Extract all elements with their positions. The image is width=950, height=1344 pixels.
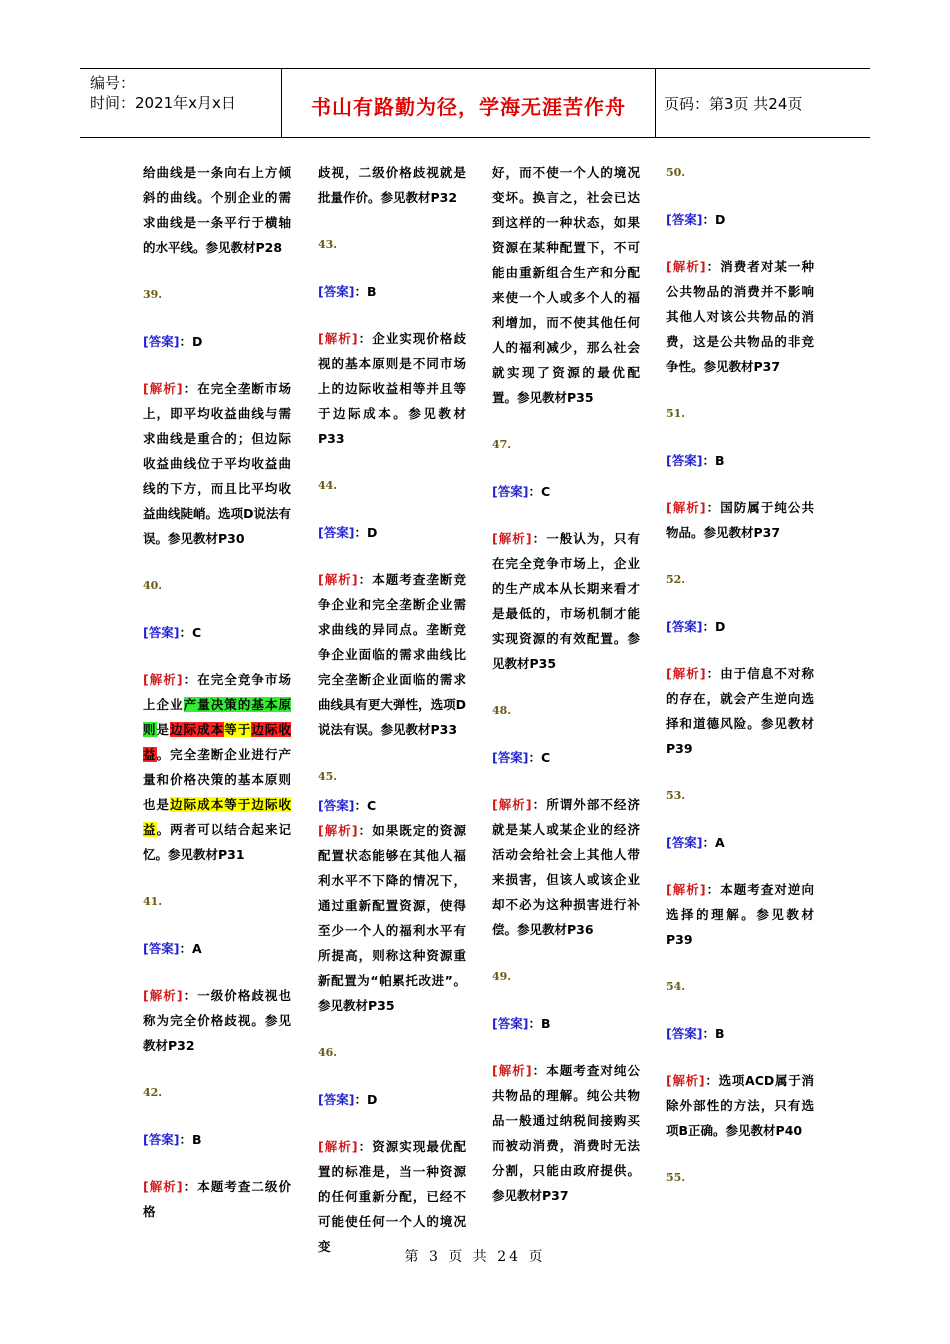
header-divider [655,69,656,137]
question-number: 39. [143,288,163,301]
analysis-paragraph: [解析]：由于信息不对称的存在，就会产生逆向选择和道德风险。参见教材P39 [666,666,814,756]
question-number: 40. [143,579,163,592]
analysis-text: 如果既定的资源配置状态能够在其他人福利水平不下降的情况下，通过重新配置资源，使得至少一个人的福利水平有所提高，则称这种资源重新配置为“帕累托改进”。参见教材P35 [318,823,466,1013]
analysis-paragraph: [解析]：一级价格歧视也称为完全价格歧视。参见教材P32 [143,988,291,1053]
analysis-tag: [解析] [143,381,183,396]
answer-value: C [366,798,377,813]
answer-line: [答案]：B [666,453,725,468]
page-footer: 第 3 页 共 24 页 [404,1249,546,1265]
analysis-paragraph: [解析]：本题考查对纯公共物品的理解。纯公共物品一般通过纳税间接购买而被动消费，消费时无法分割，只能由政府提供。参见教材P37 [492,1063,640,1203]
analysis-text: 国防属于纯公共物品。参见教材P37 [666,500,814,540]
analysis-paragraph: [解析]：企业实现价格歧视的基本原则是不同市场上的边际收益相等并且等于边际成本。参见教材P33 [318,331,466,446]
answer-value: A [191,941,202,956]
analysis-tag: [解析] [318,823,358,838]
analysis-paragraph: [解析]：本题考查垄断竞争企业和完全垄断企业需求曲线的异同点。垄断竞争企业面临的需求曲线比完全垄断企业面临的需求曲线具有更大弹性，选项D说法有误。参见教材P33 [318,572,466,737]
analysis-tag: [解析] [143,672,183,687]
question-number: 52. [666,573,686,586]
answer-line: [答案]：B [666,1026,725,1041]
answer-tag: [答案] [143,625,180,640]
analysis-paragraph: [解析]：在完全垄断市场上，即平均收益曲线与需求曲线是重合的；但边际收益曲线位于平均收益曲线的下方，而且比平均收益曲线陡峭。选项D说法有误。参见教材P30 [143,381,291,546]
analysis-text: 一般认为，只有在完全竞争市场上，企业的生产成本从长期来看才是最低的，市场机制才能实现资源的有效配置。参见教材P35 [492,531,640,671]
answer-tag: [答案] [143,334,180,349]
analysis-tag: [解析] [143,1179,183,1194]
analysis-text: 本题考查对纯公共物品的理解。纯公共物品一般通过纳税间接购买而被动消费，消费时无法分割，只能由政府提供。参见教材P37 [492,1063,640,1203]
answer-line: [答案]：B [492,1016,551,1031]
analysis-paragraph: [解析]：国防属于纯公共物品。参见教材P37 [666,500,814,540]
analysis-text: 由于信息不对称的存在，就会产生逆向选择和道德风险。参见教材P39 [666,666,814,756]
answer-value: D [366,1092,378,1107]
highlight-red: 边际成本 [170,722,225,737]
answer-value: C [540,484,551,499]
column-3 [492,160,640,1230]
analysis-text: 是 [156,722,171,737]
analysis-text: 所谓外部不经济就是某人或某企业的经济活动会给社会上其他人带来损害，但该人或该企业却不必为这种损害进行补偿。参见教材P36 [492,797,640,937]
analysis-paragraph: [解析]：如果既定的资源配置状态能够在其他人福利水平不下降的情况下，通过重新配置资源，使得至少一个人的福利水平有所提高，则称这种资源重新配置为“帕累托改进”。参见教材P35 [318,823,466,1013]
question-number: 53. [666,789,686,802]
answer-tag: [答案] [492,484,529,499]
document-number-label: 编号： [90,74,136,92]
answer-value: D [714,212,726,227]
analysis-tag: [解析] [492,797,532,812]
analysis-tag: [解析] [666,259,706,274]
column-2 [318,160,466,1281]
analysis-paragraph: [解析]：所谓外部不经济就是某人或某企业的经济活动会给社会上其他人带来损害，但该人或该企业却不必为这种损害进行补偿。参见教材P36 [492,797,640,937]
document-date: 时间：2021年x月x日 [90,94,236,112]
answer-tag: [答案] [666,212,703,227]
highlight-yellow: 边际成本等于边际收益 [143,797,291,837]
answer-tag: [答案] [666,619,703,634]
answer-tag: [答案] [318,1092,355,1107]
highlight-red: 边际收益 [143,722,291,762]
answer-line: [答案]：B [143,1132,202,1147]
answer-tag: [答案] [318,525,355,540]
analysis-tag: [解析] [666,666,706,681]
header-page-info: 页码：第3页 共24页 [664,95,803,113]
answer-tag: [答案] [143,941,180,956]
analysis-tag: [解析] [143,988,183,1003]
analysis-text: 选项ACD属于消除外部性的方法，只有选项B正确。参见教材P40 [666,1073,814,1138]
answer-tag: [答案] [666,453,703,468]
analysis-paragraph: [解析]：本题考查对逆向选择的理解。参见教材P39 [666,882,814,947]
header-meta [90,73,236,113]
answer-line: [答案]：D [666,212,726,227]
analysis-tag: [解析] [318,1139,358,1154]
answer-line: [答案]：C [143,625,202,640]
answer-value: D [366,525,378,540]
answer-line: [答案]：D [666,619,726,634]
question-number: 48. [492,704,512,717]
analysis-tag: [解析] [318,572,358,587]
analysis-tag: [解析] [666,882,706,897]
analysis-text: 本题考查对逆向选择的理解。参见教材P39 [666,882,814,947]
analysis-tag: [解析] [666,500,706,515]
answer-value: A [714,835,725,850]
analysis-paragraph: [解析]：选项ACD属于消除外部性的方法，只有选项B正确。参见教材P40 [666,1073,814,1138]
answer-line: [答案]：A [143,941,202,956]
answer-line: [答案]：C [318,798,377,813]
question-number: 51. [666,407,686,420]
answer-tag: [答案] [143,1132,180,1147]
header-motto: 书山有路勤为径，学海无涯苦作舟 [311,95,626,119]
question-number: 47. [492,438,512,451]
question-number: 41. [143,895,163,908]
analysis-text: 一级价格歧视也称为完全价格歧视。参见教材P32 [143,988,291,1053]
question-number: 55. [666,1171,686,1184]
answer-value: B [714,1026,725,1041]
answer-value: C [540,750,551,765]
analysis-paragraph: [解析]：本题考查二级价格 [143,1179,291,1219]
question-number: 50. [666,166,686,179]
answer-line: [答案]：C [492,750,551,765]
question-number: 43. [318,238,338,251]
answer-line: [答案]：A [666,835,725,850]
question-number: 44. [318,479,338,492]
answer-line: [答案]：D [143,334,203,349]
answer-value: B [366,284,377,299]
answer-tag: [答案] [666,835,703,850]
answer-value: C [191,625,202,640]
analysis-text: 本题考查二级价格 [143,1179,291,1219]
analysis-text: 企业实现价格歧视的基本原则是不同市场上的边际收益相等并且等于边际成本。参见教材P33 [318,331,466,446]
analysis-text: 在完全竞争市场上企业 [143,672,291,712]
analysis-tag: [解析] [492,1063,532,1078]
answer-value: B [540,1016,551,1031]
analysis-text: 本题考查垄断竞争企业和完全垄断企业需求曲线的异同点。垄断竞争企业面临的需求曲线比完全垄断企业面临的需求曲线具有更大弹性，选项D说法有误。参见教材P33 [318,572,466,737]
answer-value: D [714,619,726,634]
question-number: 42. [143,1086,163,1099]
analysis-tag: [解析] [318,331,358,346]
question-number: 46. [318,1046,338,1059]
analysis-text: 。完全垄断企业进行产量和价格决策的基本原则也是 [143,747,291,812]
answer-line: [答案]：D [318,525,378,540]
analysis-tag: [解析] [492,531,532,546]
continuation-text: 好，而不使一个人的境况变坏。换言之，社会已达到这样的一种状态，如果资源在某种配置下，不可能由重新组合生产和分配来使一个人或多个人的福利增加，而不使其他任何人的福利减少，那么社会就实现了资源的最优配置。参见教材P35 [492,165,640,405]
analysis-text: 消费者对某一种公共物品的消费并不影响其他人对该公共物品的消费，这是公共物品的非竞争性。参见教材P37 [666,259,814,374]
continuation-text: 给曲线是一条向右上方倾斜的曲线。个别企业的需求曲线是一条平行于横轴的水平线。参见教材P28 [143,165,291,255]
answer-tag: [答案] [666,1026,703,1041]
answer-tag: [答案] [492,1016,529,1031]
answer-tag: [答案] [492,750,529,765]
answer-value: B [191,1132,202,1147]
answer-tag: [答案] [318,284,355,299]
question-number: 45. [318,770,338,783]
answer-line: [答案]：D [318,1092,378,1107]
answer-line: [答案]：B [318,284,377,299]
analysis-text: 资源实现最优配置的标准是，当一种资源的任何重新分配，已经不可能使任何一个人的境况变 [318,1139,466,1254]
analysis-paragraph: [解析]：在完全竞争市场上企业产量决策的基本原则是边际成本等于边际收益。完全垄断企业进行产量和价格决策的基本原则也是边际成本等于边际收益。两者可以结合起来记忆。参见教材P31 [143,672,291,862]
analysis-text: 在完全垄断市场上，即平均收益曲线与需求曲线是重合的；但边际收益曲线位于平均收益曲线的下方，而且比平均收益曲线陡峭。选项D说法有误。参见教材P30 [143,381,291,546]
highlight-green: 产量决策的基本原则 [143,697,291,737]
analysis-paragraph: [解析]：资源实现最优配置的标准是，当一种资源的任何重新分配，已经不可能使任何一个人的境况变 [318,1139,466,1254]
column-1 [143,160,291,1246]
answer-value: B [714,453,725,468]
column-4 [666,160,814,1212]
question-number: 54. [666,980,686,993]
analysis-text: 。两者可以结合起来记忆。参见教材P31 [143,822,291,862]
page-header [80,68,870,138]
answer-line: [答案]：C [492,484,551,499]
continuation-text: 歧视，二级价格歧视就是批量作价。参见教材P32 [318,165,466,205]
answer-tag: [答案] [318,798,355,813]
answer-value: D [191,334,203,349]
question-number: 49. [492,970,512,983]
analysis-paragraph: [解析]：一般认为，只有在完全竞争市场上，企业的生产成本从长期来看才是最低的，市场机制才能实现资源的有效配置。参见教材P35 [492,531,640,671]
analysis-tag: [解析] [666,1073,705,1088]
analysis-paragraph: [解析]：消费者对某一种公共物品的消费并不影响其他人对该公共物品的消费，这是公共物品的非竞争性。参见教材P37 [666,259,814,374]
highlight-yellow: 等于 [224,722,252,737]
